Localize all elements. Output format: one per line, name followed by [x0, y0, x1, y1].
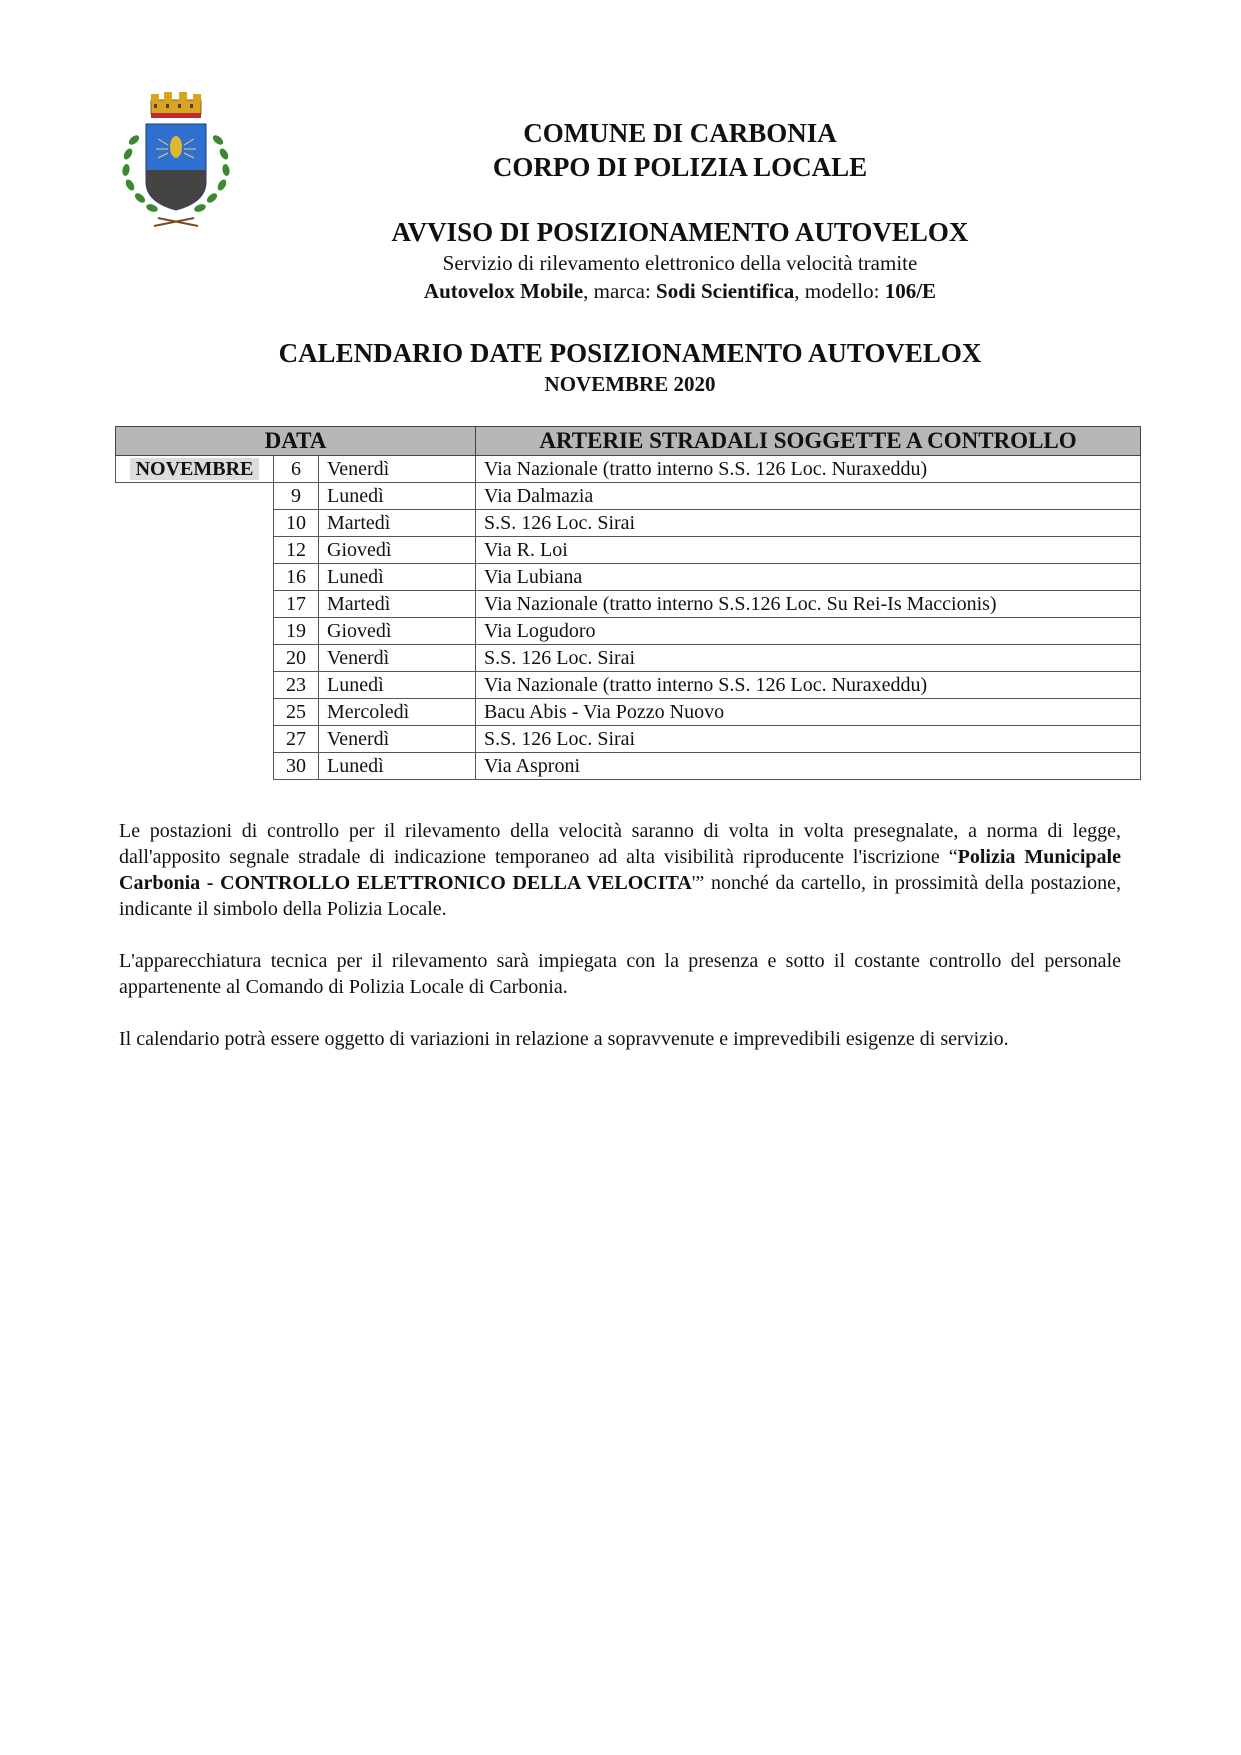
empty-month-cell	[116, 510, 274, 537]
road-cell: S.S. 126 Loc. Sirai	[476, 726, 1141, 753]
table-row	[116, 537, 1141, 564]
municipality-name: COMUNE DI CARBONIA	[523, 118, 837, 148]
weekday-cell: Mercoledì	[319, 699, 476, 726]
table-header-row	[116, 427, 1141, 456]
road-cell: Via Lubiana	[476, 564, 1141, 591]
day-cell: 10	[274, 510, 319, 537]
table-row	[116, 753, 1141, 780]
empty-month-cell	[116, 699, 274, 726]
weekday-cell: Martedì	[319, 591, 476, 618]
road-cell: Via Logudoro	[476, 618, 1141, 645]
weekday-cell: Venerdì	[319, 456, 476, 483]
calendar-title: CALENDARIO DATE POSIZIONAMENTO AUTOVELOX	[278, 338, 982, 368]
p1-sign-inscription: Polizia Municipale Carbonia - CONTROLLO ELETTRONICO DELLA VELOCITA	[119, 846, 1121, 894]
empty-month-cell	[116, 618, 274, 645]
empty-month-cell	[116, 753, 274, 780]
header-date: DATA	[116, 427, 476, 456]
road-cell: S.S. 126 Loc. Sirai	[476, 645, 1141, 672]
document-header	[330, 116, 1030, 184]
paragraph-signage	[119, 818, 1121, 922]
day-cell: 6	[274, 456, 319, 483]
weekday-cell: Venerdì	[319, 726, 476, 753]
weekday-cell: Lunedì	[319, 483, 476, 510]
month-cell	[116, 456, 274, 483]
weekday-cell: Lunedì	[319, 753, 476, 780]
weekday-cell: Lunedì	[319, 564, 476, 591]
brand-label: , marca:	[583, 279, 657, 303]
weekday-cell: Martedì	[319, 510, 476, 537]
road-cell: Via Asproni	[476, 753, 1141, 780]
paragraph-variations: Il calendario potrà essere oggetto di variazioni in relazione a sopravvenute e imprevedibili esigenze di servizio.	[119, 1028, 1009, 1050]
road-cell: Via Nazionale (tratto interno S.S. 126 Loc. Nuraxeddu)	[476, 672, 1141, 699]
header-roads: ARTERIE STRADALI SOGGETTE A CONTROLLO	[476, 427, 1141, 456]
empty-month-cell	[116, 672, 274, 699]
model-label: , modello:	[794, 279, 885, 303]
device-brand: Sodi Scientifica	[656, 279, 795, 303]
road-cell: Via Nazionale (tratto interno S.S.126 Loc. Su Rei-Is Maccionis)	[476, 591, 1141, 618]
day-cell: 23	[274, 672, 319, 699]
empty-month-cell	[116, 645, 274, 672]
table-row	[116, 672, 1141, 699]
day-cell: 25	[274, 699, 319, 726]
day-cell: 16	[274, 564, 319, 591]
table-row	[116, 456, 1141, 483]
empty-month-cell	[116, 537, 274, 564]
police-corps-name: CORPO DI POLIZIA LOCALE	[492, 152, 868, 182]
empty-month-cell	[116, 564, 274, 591]
table-row	[116, 564, 1141, 591]
road-cell: Via Dalmazia	[476, 483, 1141, 510]
weekday-cell: Giovedì	[319, 537, 476, 564]
road-cell: Via R. Loi	[476, 537, 1141, 564]
paragraph-equipment: L'apparecchiatura tecnica per il rilevamento sarà impiegata con la presenza e sotto il costante controllo del personale appartenente al Comando di Polizia Locale di Carbonia.	[119, 950, 1121, 998]
road-cell: S.S. 126 Loc. Sirai	[476, 510, 1141, 537]
crown-icon	[151, 92, 201, 118]
day-cell: 9	[274, 483, 319, 510]
p1-text-start: Le postazioni di controllo per il rilevamento della velocità saranno di volta in volta presegnalate, a norma di legge, dall'apposito segnale stradale di indicazione temporaneo ad alta visibilità riproducente l'iscrizione “	[119, 820, 1121, 868]
weekday-cell: Lunedì	[319, 672, 476, 699]
device-model: 106/E	[884, 279, 937, 303]
table-row	[116, 618, 1141, 645]
notice-subtitle: Servizio di rilevamento elettronico della velocità tramite	[442, 251, 918, 275]
table-row	[116, 645, 1141, 672]
empty-month-cell	[116, 483, 274, 510]
empty-month-cell	[116, 591, 274, 618]
month-label: NOVEMBRE	[130, 458, 260, 480]
road-cell: Via Nazionale (tratto interno S.S. 126 Loc. Nuraxeddu)	[476, 456, 1141, 483]
table-row	[116, 591, 1141, 618]
municipal-coat-of-arms-icon	[118, 92, 238, 232]
notice-block	[330, 215, 1030, 305]
day-cell: 12	[274, 537, 319, 564]
table-row	[116, 726, 1141, 753]
calendar-month-year: NOVEMBRE 2020	[544, 372, 716, 396]
road-cell: Bacu Abis - Via Pozzo Nuovo	[476, 699, 1141, 726]
day-cell: 30	[274, 753, 319, 780]
weekday-cell: Venerdì	[319, 645, 476, 672]
weekday-cell: Giovedì	[319, 618, 476, 645]
table-row	[116, 483, 1141, 510]
calendar-heading	[200, 336, 1060, 398]
day-cell: 27	[274, 726, 319, 753]
empty-month-cell	[116, 726, 274, 753]
device-name: Autovelox Mobile	[423, 279, 584, 303]
schedule-table	[115, 426, 1141, 780]
day-cell: 19	[274, 618, 319, 645]
day-cell: 20	[274, 645, 319, 672]
device-description	[330, 277, 1030, 305]
table-row	[116, 510, 1141, 537]
notice-title: AVVISO DI POSIZIONAMENTO AUTOVELOX	[391, 217, 969, 247]
table-row	[116, 699, 1141, 726]
table-body	[116, 456, 1141, 780]
day-cell: 17	[274, 591, 319, 618]
crest-graphic	[118, 92, 238, 232]
p1-text-end: '” nonché da cartello, in prossimità della postazione, indicante il simbolo della Polizia Locale.	[119, 872, 1122, 920]
shield-icon	[146, 124, 206, 210]
